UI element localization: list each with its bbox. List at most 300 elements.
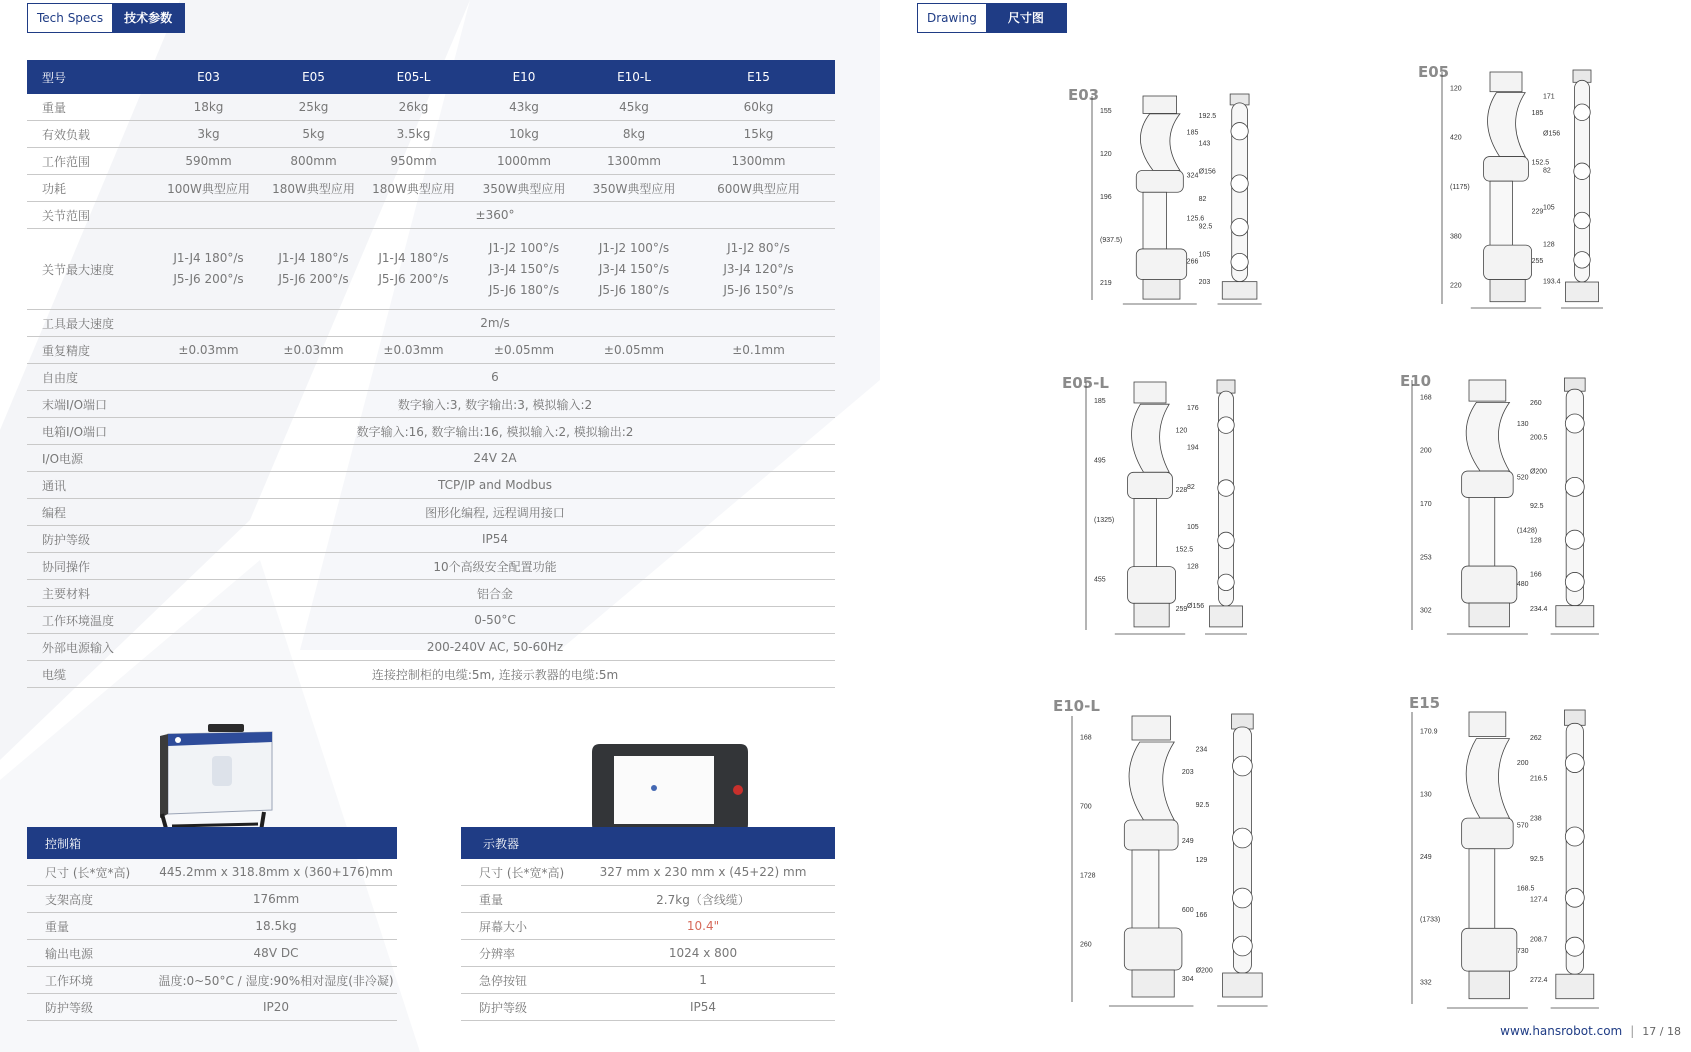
spec-value: ±0.05mm bbox=[462, 337, 586, 364]
dimension-label: 176 bbox=[1187, 404, 1199, 412]
front-joint bbox=[1574, 252, 1591, 269]
dimension-label: (1175) bbox=[1450, 184, 1470, 191]
spec-value: ±0.03mm bbox=[365, 337, 462, 364]
spec-value bbox=[462, 229, 586, 310]
spec-header-model: 型号 bbox=[27, 60, 155, 94]
front-joint bbox=[1218, 480, 1235, 497]
robot-drawing-e03 bbox=[1080, 92, 1290, 310]
spec-row bbox=[27, 472, 835, 499]
arm-elbow bbox=[1124, 820, 1178, 850]
arm-elbow bbox=[1128, 472, 1173, 498]
dimension-label: 171 bbox=[1543, 93, 1555, 101]
spec-value-line: J3-J4 150°/s bbox=[488, 261, 560, 276]
spec-value: 2m/s bbox=[155, 310, 835, 337]
teach-pendant-image bbox=[590, 740, 750, 840]
controller-label: 重量 bbox=[27, 913, 155, 940]
front-joint bbox=[1565, 477, 1584, 496]
spec-label: 重复精度 bbox=[27, 337, 155, 364]
spec-value-line: J1-J2 100°/s bbox=[598, 240, 670, 255]
robot-drawing-e05-l bbox=[1074, 378, 1274, 640]
dimension-label: 92.5 bbox=[1529, 856, 1544, 863]
drawing-title-e10-l: E10-L bbox=[1053, 697, 1100, 715]
spec-label: 末端I/O端口 bbox=[27, 391, 155, 418]
dimension-label: 259 bbox=[1175, 606, 1188, 614]
front-base bbox=[1556, 974, 1594, 998]
front-joint bbox=[1565, 888, 1584, 907]
spec-value: 3kg bbox=[155, 121, 262, 148]
spec-value: 0-50°C bbox=[155, 607, 835, 634]
dimension-label: 152.5 bbox=[1175, 546, 1194, 554]
spec-value-line: J1-J4 180°/s bbox=[173, 251, 244, 265]
dimension-label: 192.5 bbox=[1198, 112, 1217, 120]
dimension-label: 600 bbox=[1181, 906, 1194, 914]
spec-value: 950mm bbox=[365, 148, 462, 175]
dimension-label: (1325) bbox=[1094, 516, 1115, 524]
arm-base bbox=[1143, 279, 1180, 299]
dimension-label: 302 bbox=[1420, 607, 1432, 615]
dimension-label: 730 bbox=[1516, 948, 1529, 955]
dimension-label: Ø156 bbox=[1187, 603, 1205, 611]
dimension-label: 234 bbox=[1195, 746, 1208, 754]
spec-value-line: J3-J4 150°/s bbox=[598, 261, 670, 276]
dimension-label: 216.5 bbox=[1529, 775, 1548, 783]
dimension-label: 120 bbox=[1175, 427, 1188, 435]
tech-specs-tag-cn: 技术参数 bbox=[112, 4, 184, 32]
front-joint bbox=[1574, 104, 1591, 121]
spec-value: 15kg bbox=[682, 121, 835, 148]
front-joint bbox=[1233, 936, 1253, 956]
controller-row bbox=[27, 859, 397, 886]
spec-value: 43kg bbox=[462, 94, 586, 121]
dimension-label: 570 bbox=[1516, 822, 1529, 830]
spec-value-line: J5-J6 200°/s bbox=[278, 272, 349, 286]
spec-label: 编程 bbox=[27, 499, 155, 526]
spec-label: 主要材料 bbox=[27, 580, 155, 607]
spec-value-line: J5-J6 200°/s bbox=[173, 272, 244, 286]
arm-shoulder bbox=[1136, 249, 1186, 280]
dimension-label: 260 bbox=[1080, 941, 1092, 949]
front-base bbox=[1210, 606, 1243, 627]
dimension-label: 168.5 bbox=[1516, 885, 1535, 893]
spec-header-e05: E05 bbox=[262, 60, 365, 94]
dimension-label: 168 bbox=[1080, 734, 1092, 742]
arm-base bbox=[1132, 970, 1174, 997]
spec-value: 24V 2A bbox=[155, 445, 835, 472]
spec-value-line: J5-J6 150°/s bbox=[723, 282, 794, 297]
spec-row bbox=[27, 229, 835, 310]
dimension-label: 200 bbox=[1516, 760, 1529, 767]
spec-label: 外部电源输入 bbox=[27, 634, 155, 661]
spec-value: 6 bbox=[155, 364, 835, 391]
arm-lower bbox=[1143, 192, 1167, 257]
spec-value: 200-240V AC, 50-60Hz bbox=[155, 634, 835, 661]
spec-row bbox=[27, 661, 835, 688]
spec-row bbox=[27, 553, 835, 580]
dimension-label: (937.5) bbox=[1100, 237, 1123, 245]
arm-shoulder bbox=[1462, 928, 1517, 971]
arm-lower bbox=[1134, 499, 1156, 578]
drawing-title-e05: E05 bbox=[1418, 63, 1450, 81]
dimension-label: 203 bbox=[1181, 768, 1194, 776]
spec-row bbox=[27, 310, 835, 337]
pendant-value: 2.7kg（含线缆） bbox=[571, 886, 835, 913]
spec-value: ±0.03mm bbox=[262, 337, 365, 364]
spec-row bbox=[27, 94, 835, 121]
arm-elbow bbox=[1462, 818, 1514, 849]
spec-value: 800mm bbox=[262, 148, 365, 175]
spec-value: 连接控制柜的电缆:5m, 连接示教器的电缆:5m bbox=[155, 661, 835, 688]
spec-label: 通讯 bbox=[27, 472, 155, 499]
front-base bbox=[1223, 973, 1263, 997]
dimension-label: 128 bbox=[1543, 241, 1555, 249]
arm-wrist bbox=[1469, 380, 1506, 401]
spec-value bbox=[586, 229, 682, 310]
arm-upper bbox=[1466, 402, 1509, 471]
spec-value bbox=[682, 229, 835, 310]
specs-body bbox=[27, 94, 835, 688]
spec-row bbox=[27, 175, 835, 202]
dimension-label: 200.5 bbox=[1529, 434, 1548, 442]
dimension-label: 203 bbox=[1198, 279, 1211, 287]
dimension-label: 185 bbox=[1531, 110, 1544, 117]
spec-value: 180W典型应用 bbox=[365, 175, 462, 202]
front-joint bbox=[1565, 530, 1584, 549]
dimension-label: 125.6 bbox=[1186, 215, 1205, 223]
specs-table bbox=[27, 60, 835, 688]
spec-label: 功耗 bbox=[27, 175, 155, 202]
spec-value-line: J5-J6 200°/s bbox=[378, 272, 449, 286]
front-joint bbox=[1233, 888, 1253, 908]
controller-title: 控制箱 bbox=[27, 827, 397, 859]
controller-value: 48V DC bbox=[155, 940, 397, 967]
pendant-row bbox=[461, 967, 835, 994]
pendant-row bbox=[461, 859, 835, 886]
front-base bbox=[1222, 282, 1257, 299]
front-joint bbox=[1565, 827, 1584, 846]
dimension-label: 127.4 bbox=[1529, 896, 1548, 904]
spec-value: TCP/IP and Modbus bbox=[155, 472, 835, 499]
front-joint bbox=[1233, 756, 1253, 776]
spec-label: 工作环境温度 bbox=[27, 607, 155, 634]
front-joint bbox=[1231, 175, 1248, 192]
spec-value: 350W典型应用 bbox=[462, 175, 586, 202]
spec-value-line: J1-J2 80°/s bbox=[727, 240, 790, 255]
dimension-label: 262 bbox=[1529, 735, 1542, 743]
dimension-label: 304 bbox=[1181, 975, 1194, 983]
spec-value-line: J5-J6 180°/s bbox=[598, 282, 670, 297]
spec-label: 电缆 bbox=[27, 661, 155, 688]
spec-value: 590mm bbox=[155, 148, 262, 175]
pendant-label: 尺寸 (长*宽*高) bbox=[461, 859, 571, 886]
spec-row bbox=[27, 580, 835, 607]
controller-value: 445.2mm x 318.8mm x (360+176)mm bbox=[155, 859, 397, 886]
dimension-label: 92.5 bbox=[1529, 503, 1544, 510]
spec-row bbox=[27, 202, 835, 229]
spec-value: 45kg bbox=[586, 94, 682, 121]
spec-value: 18kg bbox=[155, 94, 262, 121]
spec-value: IP54 bbox=[155, 526, 835, 553]
controller-row bbox=[27, 967, 397, 994]
dimension-label: 332 bbox=[1420, 979, 1432, 987]
footer: www.hansrobot.com | 17 / 18 bbox=[1500, 1024, 1681, 1038]
spec-label: 自由度 bbox=[27, 364, 155, 391]
dimension-label: 249 bbox=[1181, 837, 1194, 845]
drawing-title-e15: E15 bbox=[1409, 694, 1441, 712]
pendant-row bbox=[461, 886, 835, 913]
dimension-label: 234.4 bbox=[1529, 605, 1548, 613]
spec-header-e10: E10 bbox=[462, 60, 586, 94]
dimension-label: Ø156 bbox=[1543, 130, 1561, 138]
arm-elbow bbox=[1136, 170, 1183, 192]
dimension-label: 92.5 bbox=[1198, 223, 1213, 231]
spec-value: 350W典型应用 bbox=[586, 175, 682, 202]
spec-row bbox=[27, 364, 835, 391]
spec-value: 1300mm bbox=[682, 148, 835, 175]
spec-row bbox=[27, 634, 835, 661]
controller-row bbox=[27, 913, 397, 940]
arm-wrist bbox=[1490, 72, 1522, 92]
arm-wrist bbox=[1132, 716, 1170, 740]
spec-value: 8kg bbox=[586, 121, 682, 148]
controller-value: 18.5kg bbox=[155, 913, 397, 940]
front-joint bbox=[1233, 828, 1253, 848]
controller-value: IP20 bbox=[155, 994, 397, 1021]
drawing-title-e05-l: E05-L bbox=[1062, 374, 1109, 392]
pendant-label: 急停按钮 bbox=[461, 967, 571, 994]
spec-header-e05-l: E05-L bbox=[365, 60, 462, 94]
spec-value: 10个高级安全配置功能 bbox=[155, 553, 835, 580]
spec-label: 有效负载 bbox=[27, 121, 155, 148]
arm-base bbox=[1490, 280, 1525, 302]
dimension-label: 82 bbox=[1187, 484, 1195, 492]
dimension-label: 380 bbox=[1450, 233, 1462, 241]
tech-specs-tag-en: Tech Specs bbox=[28, 4, 112, 32]
pendant-table bbox=[461, 827, 835, 1021]
dimension-label: 166 bbox=[1195, 912, 1208, 920]
dimension-label: 155 bbox=[1100, 107, 1112, 115]
dimension-label: 185 bbox=[1186, 129, 1199, 137]
dimension-label: 495 bbox=[1094, 457, 1106, 465]
dimension-label: 120 bbox=[1100, 150, 1112, 158]
spec-row bbox=[27, 337, 835, 364]
dimension-label: 260 bbox=[1529, 400, 1542, 408]
spec-label: I/O电源 bbox=[27, 445, 155, 472]
front-joint bbox=[1218, 417, 1235, 434]
arm-upper bbox=[1132, 404, 1170, 472]
pendant-value: 327 mm x 230 mm x (45+22) mm bbox=[571, 859, 835, 886]
front-joint bbox=[1218, 574, 1235, 591]
dimension-label: 324 bbox=[1186, 172, 1199, 180]
dimension-label: 105 bbox=[1543, 204, 1555, 212]
spec-value: 600W典型应用 bbox=[682, 175, 835, 202]
footer-url[interactable]: www.hansrobot.com bbox=[1500, 1024, 1623, 1038]
controller-row bbox=[27, 886, 397, 913]
spec-row bbox=[27, 391, 835, 418]
spec-header-e10-l: E10-L bbox=[586, 60, 682, 94]
robot-drawing-e15 bbox=[1400, 708, 1630, 1014]
controller-table bbox=[27, 827, 397, 1021]
spec-value-line: J5-J6 180°/s bbox=[488, 282, 560, 297]
arm-shoulder bbox=[1128, 567, 1176, 604]
pendant-value: IP54 bbox=[571, 994, 835, 1021]
spec-value: ±0.05mm bbox=[586, 337, 682, 364]
front-base bbox=[1556, 606, 1594, 627]
drawing-title-e03: E03 bbox=[1068, 86, 1100, 104]
dimension-label: 82 bbox=[1198, 196, 1207, 203]
controller-label: 支架高度 bbox=[27, 886, 155, 913]
dimension-label: 130 bbox=[1516, 421, 1529, 428]
dimension-label: (1428) bbox=[1516, 527, 1538, 535]
dimension-label: 92.5 bbox=[1195, 801, 1210, 809]
front-joint bbox=[1231, 253, 1248, 270]
spec-label: 工作范围 bbox=[27, 148, 155, 175]
front-joint bbox=[1218, 532, 1235, 549]
dimension-label: 228 bbox=[1175, 487, 1188, 495]
arm-lower bbox=[1490, 181, 1512, 255]
dimension-label: 152.5 bbox=[1531, 159, 1550, 167]
arm-shoulder bbox=[1462, 566, 1517, 603]
robot-drawing-e10 bbox=[1400, 376, 1630, 640]
spec-value-line: J1-J2 100°/s bbox=[488, 240, 560, 255]
dimension-label: Ø200 bbox=[1529, 468, 1548, 476]
controller-label: 工作环境 bbox=[27, 967, 155, 994]
controller-label: 尺寸 (长*宽*高) bbox=[27, 859, 155, 886]
dimension-label: 105 bbox=[1187, 523, 1199, 531]
spec-value: 铝合金 bbox=[155, 580, 835, 607]
front-joint bbox=[1231, 218, 1248, 235]
spec-header-e15: E15 bbox=[682, 60, 835, 94]
controller-value: 176mm bbox=[155, 886, 397, 913]
dimension-label: 170 bbox=[1420, 501, 1432, 508]
spec-value: 5kg bbox=[262, 121, 365, 148]
front-joint bbox=[1574, 163, 1591, 180]
dimension-label: (1733) bbox=[1420, 916, 1441, 924]
arm-lower bbox=[1469, 497, 1495, 576]
arm-elbow bbox=[1462, 471, 1514, 497]
dimension-label: 128 bbox=[1529, 537, 1542, 545]
spec-row bbox=[27, 445, 835, 472]
spec-value: 10kg bbox=[462, 121, 586, 148]
pendant-value: 1 bbox=[571, 967, 835, 994]
spec-value bbox=[155, 229, 262, 310]
spec-label: 关节最大速度 bbox=[27, 229, 155, 310]
front-joint bbox=[1565, 754, 1584, 773]
arm-shoulder bbox=[1484, 245, 1532, 279]
arm-upper bbox=[1140, 114, 1180, 171]
drawing-title-e10: E10 bbox=[1400, 372, 1432, 390]
spec-label: 电箱I/O端口 bbox=[27, 418, 155, 445]
dimension-label: Ø200 bbox=[1195, 967, 1213, 975]
dimension-label: 166 bbox=[1529, 571, 1542, 579]
controller-label: 防护等级 bbox=[27, 994, 155, 1021]
dimension-label: 219 bbox=[1100, 280, 1112, 288]
arm-wrist bbox=[1469, 712, 1506, 736]
arm-base bbox=[1469, 603, 1509, 627]
spec-value: 3.5kg bbox=[365, 121, 462, 148]
spec-value-line: J1-J4 180°/s bbox=[378, 251, 449, 265]
arm-upper bbox=[1129, 742, 1174, 820]
robot-drawing-e05 bbox=[1430, 68, 1630, 314]
spec-label: 工具最大速度 bbox=[27, 310, 155, 337]
dimension-label: 194 bbox=[1187, 444, 1199, 452]
dimension-label: 170.9 bbox=[1420, 728, 1438, 736]
pendant-value: 10.4" bbox=[571, 913, 835, 940]
arm-lower bbox=[1469, 849, 1495, 941]
dimension-label: 200 bbox=[1420, 447, 1432, 455]
pendant-value: 1024 x 800 bbox=[571, 940, 835, 967]
spec-label: 协同操作 bbox=[27, 553, 155, 580]
controller-label: 输出电源 bbox=[27, 940, 155, 967]
front-joint bbox=[1565, 414, 1584, 433]
spec-value: 图形化编程, 远程调用接口 bbox=[155, 499, 835, 526]
front-joint bbox=[1231, 123, 1248, 140]
pendant-title: 示教器 bbox=[461, 827, 835, 859]
arm-base bbox=[1134, 603, 1169, 627]
dimension-label: 220 bbox=[1450, 282, 1462, 290]
dimension-label: 168 bbox=[1420, 394, 1432, 402]
dimension-label: 249 bbox=[1420, 854, 1432, 861]
front-joint bbox=[1565, 937, 1584, 956]
dimension-label: 272.4 bbox=[1529, 976, 1548, 984]
dimension-label: 229 bbox=[1531, 208, 1544, 216]
spec-row bbox=[27, 148, 835, 175]
spec-row bbox=[27, 418, 835, 445]
dimension-label: 120 bbox=[1450, 85, 1462, 93]
spec-value: 60kg bbox=[682, 94, 835, 121]
spec-value: 数字输入:3, 数字输出:3, 模拟输入:2 bbox=[155, 391, 835, 418]
dimension-label: 196 bbox=[1100, 194, 1112, 201]
spec-value: 25kg bbox=[262, 94, 365, 121]
spec-value-line: J3-J4 120°/s bbox=[723, 261, 794, 276]
dimension-label: 700 bbox=[1080, 803, 1092, 811]
pendant-label: 防护等级 bbox=[461, 994, 571, 1021]
spec-row bbox=[27, 499, 835, 526]
spec-value bbox=[262, 229, 365, 310]
pendant-label: 屏幕大小 bbox=[461, 913, 571, 940]
controller-value: 温度:0~50°C / 湿度:90%相对湿度(非冷凝) bbox=[155, 967, 397, 994]
arm-lower bbox=[1132, 850, 1159, 940]
dimension-label: 255 bbox=[1531, 258, 1544, 265]
controller-row bbox=[27, 940, 397, 967]
spec-header-e03: E03 bbox=[155, 60, 262, 94]
tech-specs-tag bbox=[27, 3, 185, 33]
dimension-label: 1728 bbox=[1080, 872, 1096, 880]
spec-label: 防护等级 bbox=[27, 526, 155, 553]
dimension-label: 185 bbox=[1094, 397, 1106, 405]
dimension-label: 129 bbox=[1195, 857, 1208, 864]
spec-value: 1000mm bbox=[462, 148, 586, 175]
pendant-row bbox=[461, 913, 835, 940]
front-joint bbox=[1574, 212, 1591, 229]
pendant-label: 分辨率 bbox=[461, 940, 571, 967]
arm-shoulder bbox=[1124, 928, 1182, 970]
arm-wrist bbox=[1134, 382, 1166, 403]
dimension-label: 420 bbox=[1450, 134, 1462, 142]
dimension-label: 238 bbox=[1529, 815, 1542, 823]
spec-value: ±0.03mm bbox=[155, 337, 262, 364]
specs-header-row bbox=[27, 60, 835, 94]
dimension-label: 105 bbox=[1198, 251, 1211, 259]
dimension-label: 455 bbox=[1094, 576, 1106, 584]
drawing-tag bbox=[917, 3, 1067, 33]
controller-row bbox=[27, 994, 397, 1021]
dimension-label: 208.7 bbox=[1529, 936, 1548, 944]
dimension-label: 130 bbox=[1420, 791, 1432, 799]
spec-value: ±360° bbox=[155, 202, 835, 229]
pendant-label: 重量 bbox=[461, 886, 571, 913]
drawing-tag-en: Drawing bbox=[918, 4, 986, 32]
spec-value: 1300mm bbox=[586, 148, 682, 175]
